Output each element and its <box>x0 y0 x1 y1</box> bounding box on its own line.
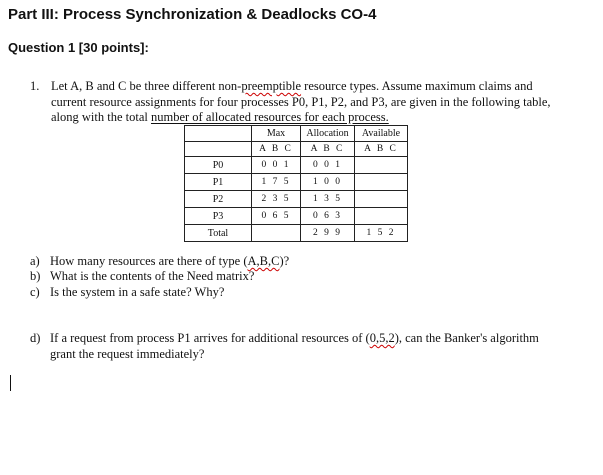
question-a <box>30 254 289 269</box>
subheader-allocation-abc: A B C <box>301 142 355 157</box>
available-cell <box>355 208 408 225</box>
total-available-cell: 1 5 2 <box>355 225 408 242</box>
total-max-cell <box>252 225 301 242</box>
subheader-available-abc: A B C <box>355 142 408 157</box>
item1-line-1 <box>51 79 551 95</box>
text-cursor[interactable] <box>10 375 11 391</box>
question-b <box>30 269 254 284</box>
question-d <box>30 331 539 346</box>
table-row <box>185 174 408 191</box>
item1-line-2: current resource assignments for four processes P0, P1, P2, and P3, are given in the following table, <box>51 94 551 109</box>
allocation-cell: 1 3 5 <box>301 191 355 208</box>
header-allocation: Allocation <box>301 126 355 142</box>
question-d-label: d) <box>30 331 41 345</box>
process-label: P3 <box>185 208 252 225</box>
question-a-label: a) <box>30 254 40 268</box>
max-cell: 1 7 5 <box>252 174 301 191</box>
question-c-label: c) <box>30 285 40 299</box>
question-c-text: Is the system in a safe state? Why? <box>50 285 225 299</box>
item1-line3-pre: along with the total <box>51 110 151 124</box>
question-c <box>30 285 224 300</box>
table-row <box>185 157 408 174</box>
allocation-cell: 1 0 0 <box>301 174 355 191</box>
item1-paragraph <box>51 79 551 126</box>
item1-line1-post: resource types. Assume maximum claims and <box>301 79 533 93</box>
question-d-line-2: grant the request immediately? <box>50 347 205 361</box>
table-subheader-row <box>185 142 408 157</box>
process-label: P0 <box>185 157 252 174</box>
total-row <box>185 225 408 242</box>
spellcheck-flagged-word: preemptible <box>241 79 302 93</box>
allocation-cell: 0 6 3 <box>301 208 355 225</box>
item1-line-3 <box>51 110 551 126</box>
question-b-label: b) <box>30 269 41 283</box>
max-cell: 2 3 5 <box>252 191 301 208</box>
spellcheck-flagged-word: A,B,C <box>247 254 280 268</box>
resource-table <box>184 125 408 242</box>
table-row <box>185 208 408 225</box>
max-cell: 0 6 5 <box>252 208 301 225</box>
header-available: Available <box>355 126 408 142</box>
total-label: Total <box>185 225 252 242</box>
subheader-max-abc: A B C <box>252 142 301 157</box>
subheader-blank <box>185 142 252 157</box>
item1-line1-pre: Let A, B and C be three different non- <box>51 79 242 93</box>
question-a-pre: How many resources are there of type ( <box>50 254 248 268</box>
question-d-pre: If a request from process P1 arrives for additional resources of ( <box>50 331 370 345</box>
question-b-text: What is the contents of the Need matrix? <box>50 269 255 283</box>
allocation-cell: 0 0 1 <box>301 157 355 174</box>
item-number: 1. <box>30 79 40 93</box>
available-cell <box>355 191 408 208</box>
item1-line3-underlined: number of allocated resources for each process. <box>150 110 389 124</box>
table-header-row <box>185 126 408 142</box>
max-cell: 0 0 1 <box>252 157 301 174</box>
total-allocation-cell: 2 9 9 <box>301 225 355 242</box>
question-a-post: )? <box>279 254 290 268</box>
question-d-post: ), can the Banker's algorithm <box>394 331 539 345</box>
question-title: Question 1 [30 points]: <box>8 40 149 55</box>
process-label: P2 <box>185 191 252 208</box>
header-max: Max <box>252 126 301 142</box>
header-blank <box>185 126 252 142</box>
available-cell <box>355 157 408 174</box>
spellcheck-flagged-word: 0,5,2 <box>369 331 395 345</box>
table-row <box>185 191 408 208</box>
process-label: P1 <box>185 174 252 191</box>
part-title: Part III: Process Synchronization & Deadlocks CO-4 <box>8 6 377 23</box>
available-cell <box>355 174 408 191</box>
